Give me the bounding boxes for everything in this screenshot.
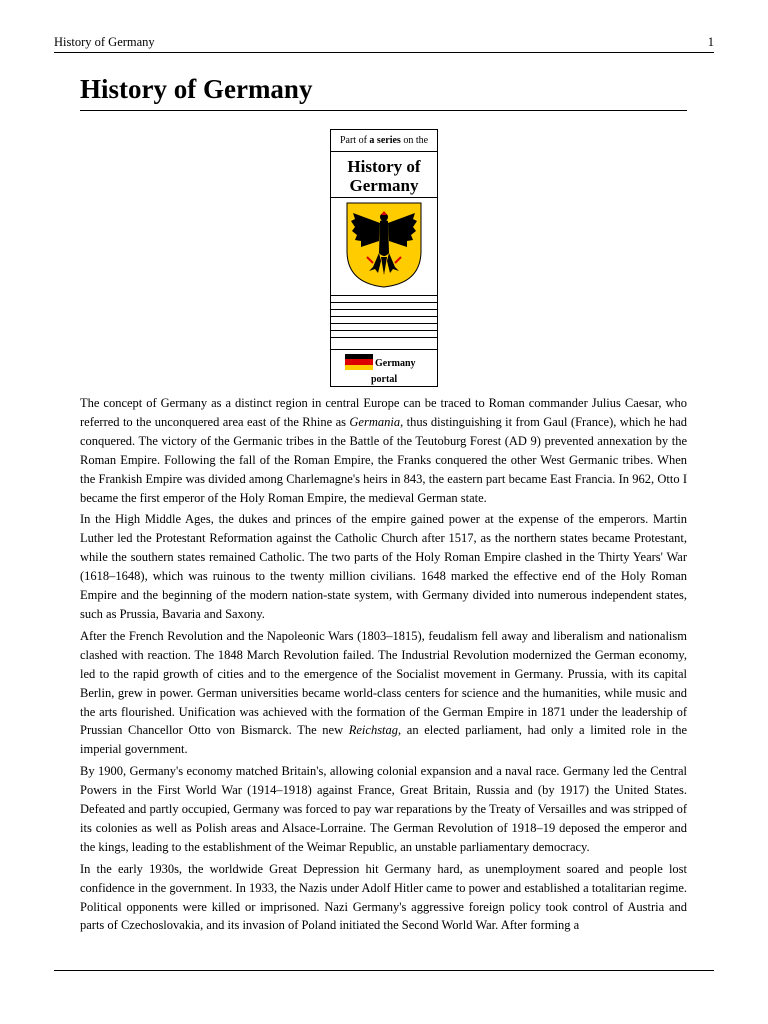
series-caption: Part of a series on the <box>339 135 429 146</box>
period-divider <box>331 316 437 317</box>
paragraph: In the High Middle Ages, the dukes and princes of the empire gained power at the expense of the emperors. Martin Luther led the Protestant Reformation against the Catholic Church after 1517, as the northern states became Protestant, while the southern states remained Catholic. The two parts of the Holy Roman Empire clashed in the Thirty Years' War (1618–1648), which was ruinous to the twenty million civilians. 1648 marked the effective end of the Holy Roman Empire and the beginning of the modern nation-state system, with Germany divided into numerous independent states, such as Prussia, Bavaria and Saxony. <box>80 512 687 621</box>
infobox-divider <box>331 349 437 350</box>
paragraph: By 1900, Germany's economy matched Britain's, allowing colonial expansion and a naval race. Germany led the Central Powers in the First World War (1914–1918) against France, Great Britain, Russia and (by 1917) the United States. Defeated and partly occupied, Germany was forced to pay war reparations by the Treaty of Versailles and was stripped of its colonies as well as Polish areas and Alsace-Lorraine. The German Revolution of 1918–19 deposed the emperor and the kings, leading to the establishment of the Weimar Republic, an unstable parliamentary democracy. <box>80 764 687 854</box>
coat-of-arms-icon <box>345 201 423 289</box>
series-infobox <box>330 129 438 387</box>
article-title: History of Germany <box>80 74 313 104</box>
infobox-period-links <box>331 295 437 343</box>
emphasis-term: Germania <box>349 414 401 429</box>
paragraph: In the early 1930s, the worldwide Great Depression hit Germany hard, as unemployment soared and people lost confidence in the government. In 1933, the Nazis under Adolf Hitler came to power and established a totalitarian regime. Political opponents were killed or imprisoned. Nazi Germany's aggressive foreign policy took control of Austria and parts of Czechoslovakia, and its invasion of Poland initiated the Second World War. After forming a <box>80 861 687 933</box>
article-body <box>80 394 687 938</box>
period-divider <box>331 302 437 303</box>
footer-rule <box>54 970 714 971</box>
page-number: 1 <box>707 35 714 49</box>
period-divider <box>331 309 437 310</box>
portal-link-label[interactable]: portal <box>371 374 398 385</box>
running-header <box>54 32 714 52</box>
germany-flag-icon <box>345 354 373 370</box>
running-title: History of Germany <box>54 35 155 49</box>
infobox-divider <box>331 151 437 152</box>
flag-stripe-gold <box>345 365 373 370</box>
emphasis-term: Reichstag <box>348 723 399 738</box>
period-divider <box>331 330 437 331</box>
period-divider <box>331 337 437 338</box>
period-divider <box>331 295 437 296</box>
series-link[interactable]: a series <box>369 135 401 146</box>
paragraph: After the French Revolution and the Napoleonic Wars (1803–1815), feudalism fell away and liberalism and nationalism clashed with reaction. The 1848 March Revolution failed. The Industrial Revolution modernized the German economy, led to the rapid growth of cities and to the emergence of the Socialist movement in Germany. Prussia, with its capital Berlin, grew in power. German universities became world-class centers for science and the humanities, while music and the arts flourished. Unification was achieved with the formation of the German Empire in 1871 under the leadership of Prussian Chancellor Otto von Bismarck. The new Reichstag, an elected parliament, had only a limited role in the imperial government. <box>80 628 687 757</box>
infobox-title[interactable]: History of Germany <box>347 157 421 195</box>
title-underline <box>80 110 687 111</box>
paragraph: The concept of Germany as a distinct region in central Europe can be traced to Roman commander Julius Caesar, who referred to the unconquered area east of the Rhine as Germania, thus distinguishing it from Gaul (France), which he had conquered. The victory of the Germanic tribes in the Battle of the Teutoburg Forest (AD 9) prevented annexation by the Roman Empire. Following the fall of the Roman Empire, the Franks conquered the other West Germanic tribes. When the Frankish Empire was divided among Charlemagne's heirs in 843, the eastern part became East Francia. In 962, Otto I became the first emperor of the Holy Roman Empire, the medieval German state. <box>80 396 688 505</box>
period-divider <box>331 323 437 324</box>
infobox-divider <box>331 197 437 198</box>
header-rule <box>54 52 714 53</box>
portal-link[interactable]: Germany <box>375 358 416 369</box>
